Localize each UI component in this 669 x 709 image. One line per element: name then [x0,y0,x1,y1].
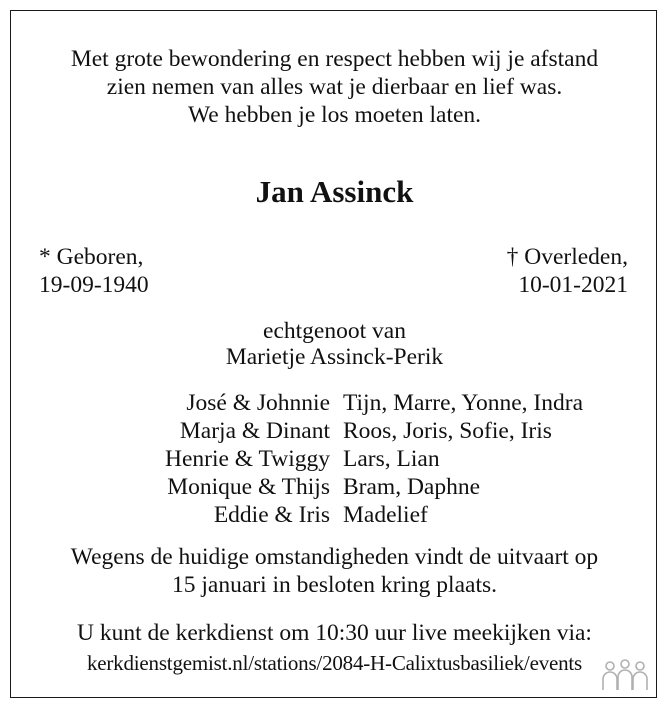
born-date: 19-09-1940 [39,272,149,298]
spouse-name: Marietje Assinck-Perik [225,344,444,370]
grandchildren-names: Lars, Lian [343,446,440,472]
list-item [11,417,658,445]
list-item [11,389,658,417]
obituary-card [10,10,657,698]
children-parents: Marja & Dinant [179,418,330,444]
intro-line-1: Met grote bewondering en respect hebben wij je afstand [70,46,599,72]
spouse-label: echtgenoot van [263,318,406,344]
deceased-name: Jan Assinck [255,174,414,209]
funeral-line-2: 15 januari in besloten kring plaats. [171,572,497,598]
list-item [11,445,658,473]
children-parents: Eddie & Iris [213,502,330,528]
children-list [11,389,658,529]
list-item [11,501,658,529]
list-item [11,473,658,501]
died-date: 10-01-2021 [518,272,628,298]
children-parents: Monique & Thijs [167,474,330,500]
stream-url[interactable]: kerkdienstgemist.nl/stations/2084-H-Calixtusbasiliek/events [86,651,583,675]
funeral-line-1: Wegens de huidige omstandigheden vindt de uitvaart op [70,544,599,570]
children-parents: José & Johnnie [186,390,330,416]
people-group-icon [600,659,650,693]
intro-line-2: zien nemen van alles wat je dierbaar en lief was. [106,74,563,100]
grandchildren-names: Madelief [343,502,428,528]
grandchildren-names: Tijn, Marre, Yonne, Indra [343,390,584,416]
born-label: * Geboren, [39,244,144,270]
stream-line: U kunt de kerkdienst om 10:30 uur live meekijken via: [77,620,592,646]
died-label: † Overleden, [506,244,628,270]
grandchildren-names: Bram, Daphne [343,474,481,500]
children-parents: Henrie & Twiggy [164,446,330,472]
intro-line-3: We hebben je los moeten laten. [187,102,482,128]
grandchildren-names: Roos, Joris, Sofie, Iris [343,418,552,444]
